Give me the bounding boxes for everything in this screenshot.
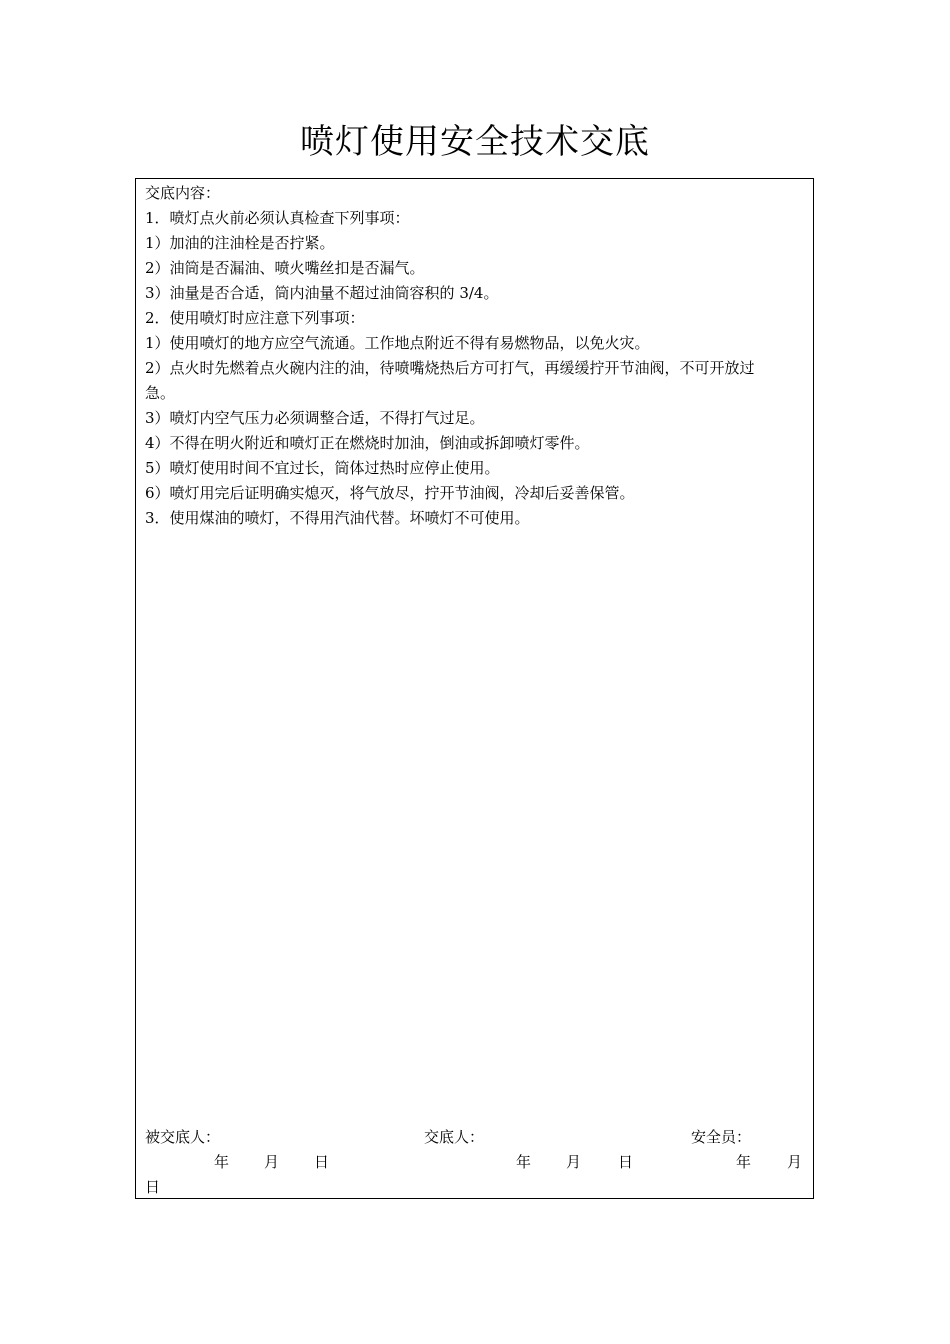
content-line: 急。 (145, 384, 176, 402)
content-line: 1．喷灯点火前必须认真检查下列事项： (145, 209, 410, 227)
content-line: 3．使用煤油的喷灯，不得用汽油代替。坏喷灯不可使用。 (145, 509, 530, 527)
content-line: 2．使用喷灯时应注意下列事项： (145, 309, 365, 327)
recipient-day: 日 (314, 1153, 330, 1171)
safety-day: 日 (145, 1178, 161, 1196)
date-row (136, 1150, 813, 1175)
content-line: 2）点火时先燃着点火碗内注的油，待喷嘴烧热后方可打气，再缓缓拧开节油阀，不可开放过 (145, 359, 755, 377)
discloser-month: 月 (566, 1153, 582, 1171)
content-line: 1）加油的注油栓是否拧紧。 (145, 234, 335, 252)
discloser-year: 年 (516, 1153, 532, 1171)
content-line: 3）油量是否合适，筒内油量不超过油筒容积的 3/4。 (145, 284, 499, 302)
discloser-label: 交底人： (424, 1128, 485, 1146)
content-line: 2）油筒是否漏油、喷火嘴丝扣是否漏气。 (145, 259, 425, 277)
page-title: 喷灯使用安全技术交底 (300, 122, 650, 162)
disclosure-content (145, 181, 809, 531)
content-line: 3）喷灯内空气压力必须调整合适，不得打气过足。 (145, 409, 485, 427)
content-line: 交底内容： (145, 184, 221, 202)
content-line: 5）喷灯使用时间不宜过长，筒体过热时应停止使用。 (145, 459, 500, 477)
content-line: 6）喷灯用完后证明确实熄灭，将气放尽，拧开节油阀，冷却后妥善保管。 (145, 484, 635, 502)
safety-officer-label: 安全员： (691, 1128, 752, 1146)
recipient-label: 被交底人： (145, 1128, 221, 1146)
content-line: 1）使用喷灯的地方应空气流通。工作地点附近不得有易燃物品，以免火灾。 (145, 334, 650, 352)
recipient-year: 年 (214, 1153, 230, 1171)
disclosure-box (135, 178, 814, 1199)
recipient-month: 月 (264, 1153, 280, 1171)
safety-month: 月 (787, 1153, 803, 1171)
signature-row (136, 1125, 813, 1150)
content-line: 4）不得在明火附近和喷灯正在燃烧时加油，倒油或拆卸喷灯零件。 (145, 434, 590, 452)
safety-year: 年 (736, 1153, 752, 1171)
discloser-day: 日 (618, 1153, 634, 1171)
